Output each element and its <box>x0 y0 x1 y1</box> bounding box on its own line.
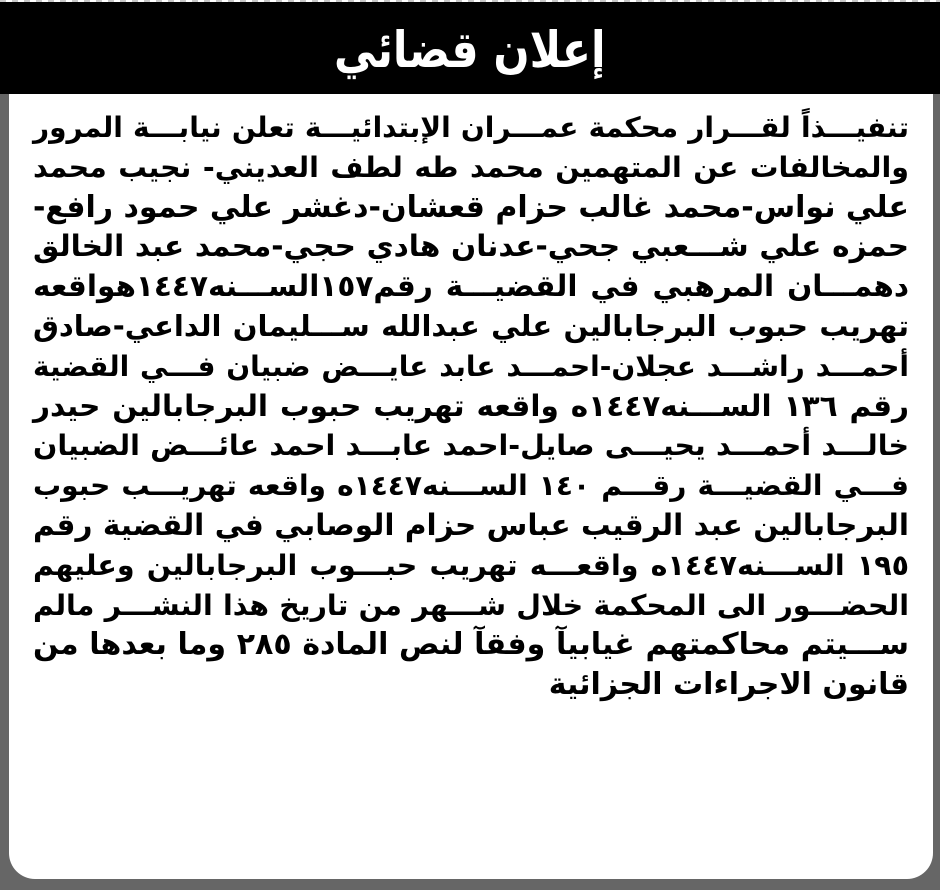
body-line: والمخالفات عن المتهمين محمد طه لطف العديني- نجيب محمد <box>33 150 909 184</box>
body-line: ١٩٥ الســـنه١٤٤٧ه واقعـــه تهريب حبـــوب البرجابالين وعليهم <box>33 548 909 582</box>
body-line: دهمـــان المرهبي في القضيـــة رقم١٥٧الســـنه١٤٤٧هواقعه <box>33 269 909 304</box>
body-line: رقم ١٣٦ الســـنه١٤٤٧ه واقعه تهريب حبوب البرجابالين حيدر <box>33 388 909 423</box>
body-line: الحضـــور الى المحكمة خلال شـــهر من تاريخ هذا النشـــر مالم <box>33 588 909 622</box>
body-line: تنفيـــذاً لقـــرار محكمة عمـــران الإبتدائيـــة تعلن نيابـــة المرور <box>33 111 909 144</box>
body-line: حمزه علي شـــعبي جحي-عدنان هادي حجي-محمد عبد الخالق <box>33 229 909 264</box>
body-line: فـــي القضيـــة رقـــم ١٤٠ الســـنه١٤٤٧ه واقعه تهريـــب حبوب <box>33 469 909 503</box>
body-line: أحمـــد راشـــد عجلان-احمـــد عابد عايـــض ضبيان فـــي القضية <box>33 349 909 383</box>
body-line: ســـيتم محاكمتهم غيابيآ وفقآ لنص المادة ٢٨٥ وما بعدها من <box>33 627 910 663</box>
body-line-last: قانون الاجراءات الجزائية <box>548 667 909 703</box>
notice-body-panel <box>9 94 933 879</box>
body-line: علي نواس-محمد غالب حزام قعشان-دغشر علي حمود رافع- <box>32 189 909 225</box>
notice-title: إعلان قضائي <box>334 21 606 79</box>
notice-body-text <box>33 108 909 705</box>
notice-header <box>0 2 940 94</box>
body-line: البرجابالين عبد الرقيب عباس حزام الوصابي في القضية رقم <box>33 507 909 542</box>
body-line: خالـــد أحمـــد يحيـــى صايل-احمد عابـــد احمد عائـــض الضبيان <box>33 429 909 463</box>
body-line: تهريب حبوب البرجابالين علي عبدالله ســـليمان الداعي-صادق <box>33 308 909 343</box>
